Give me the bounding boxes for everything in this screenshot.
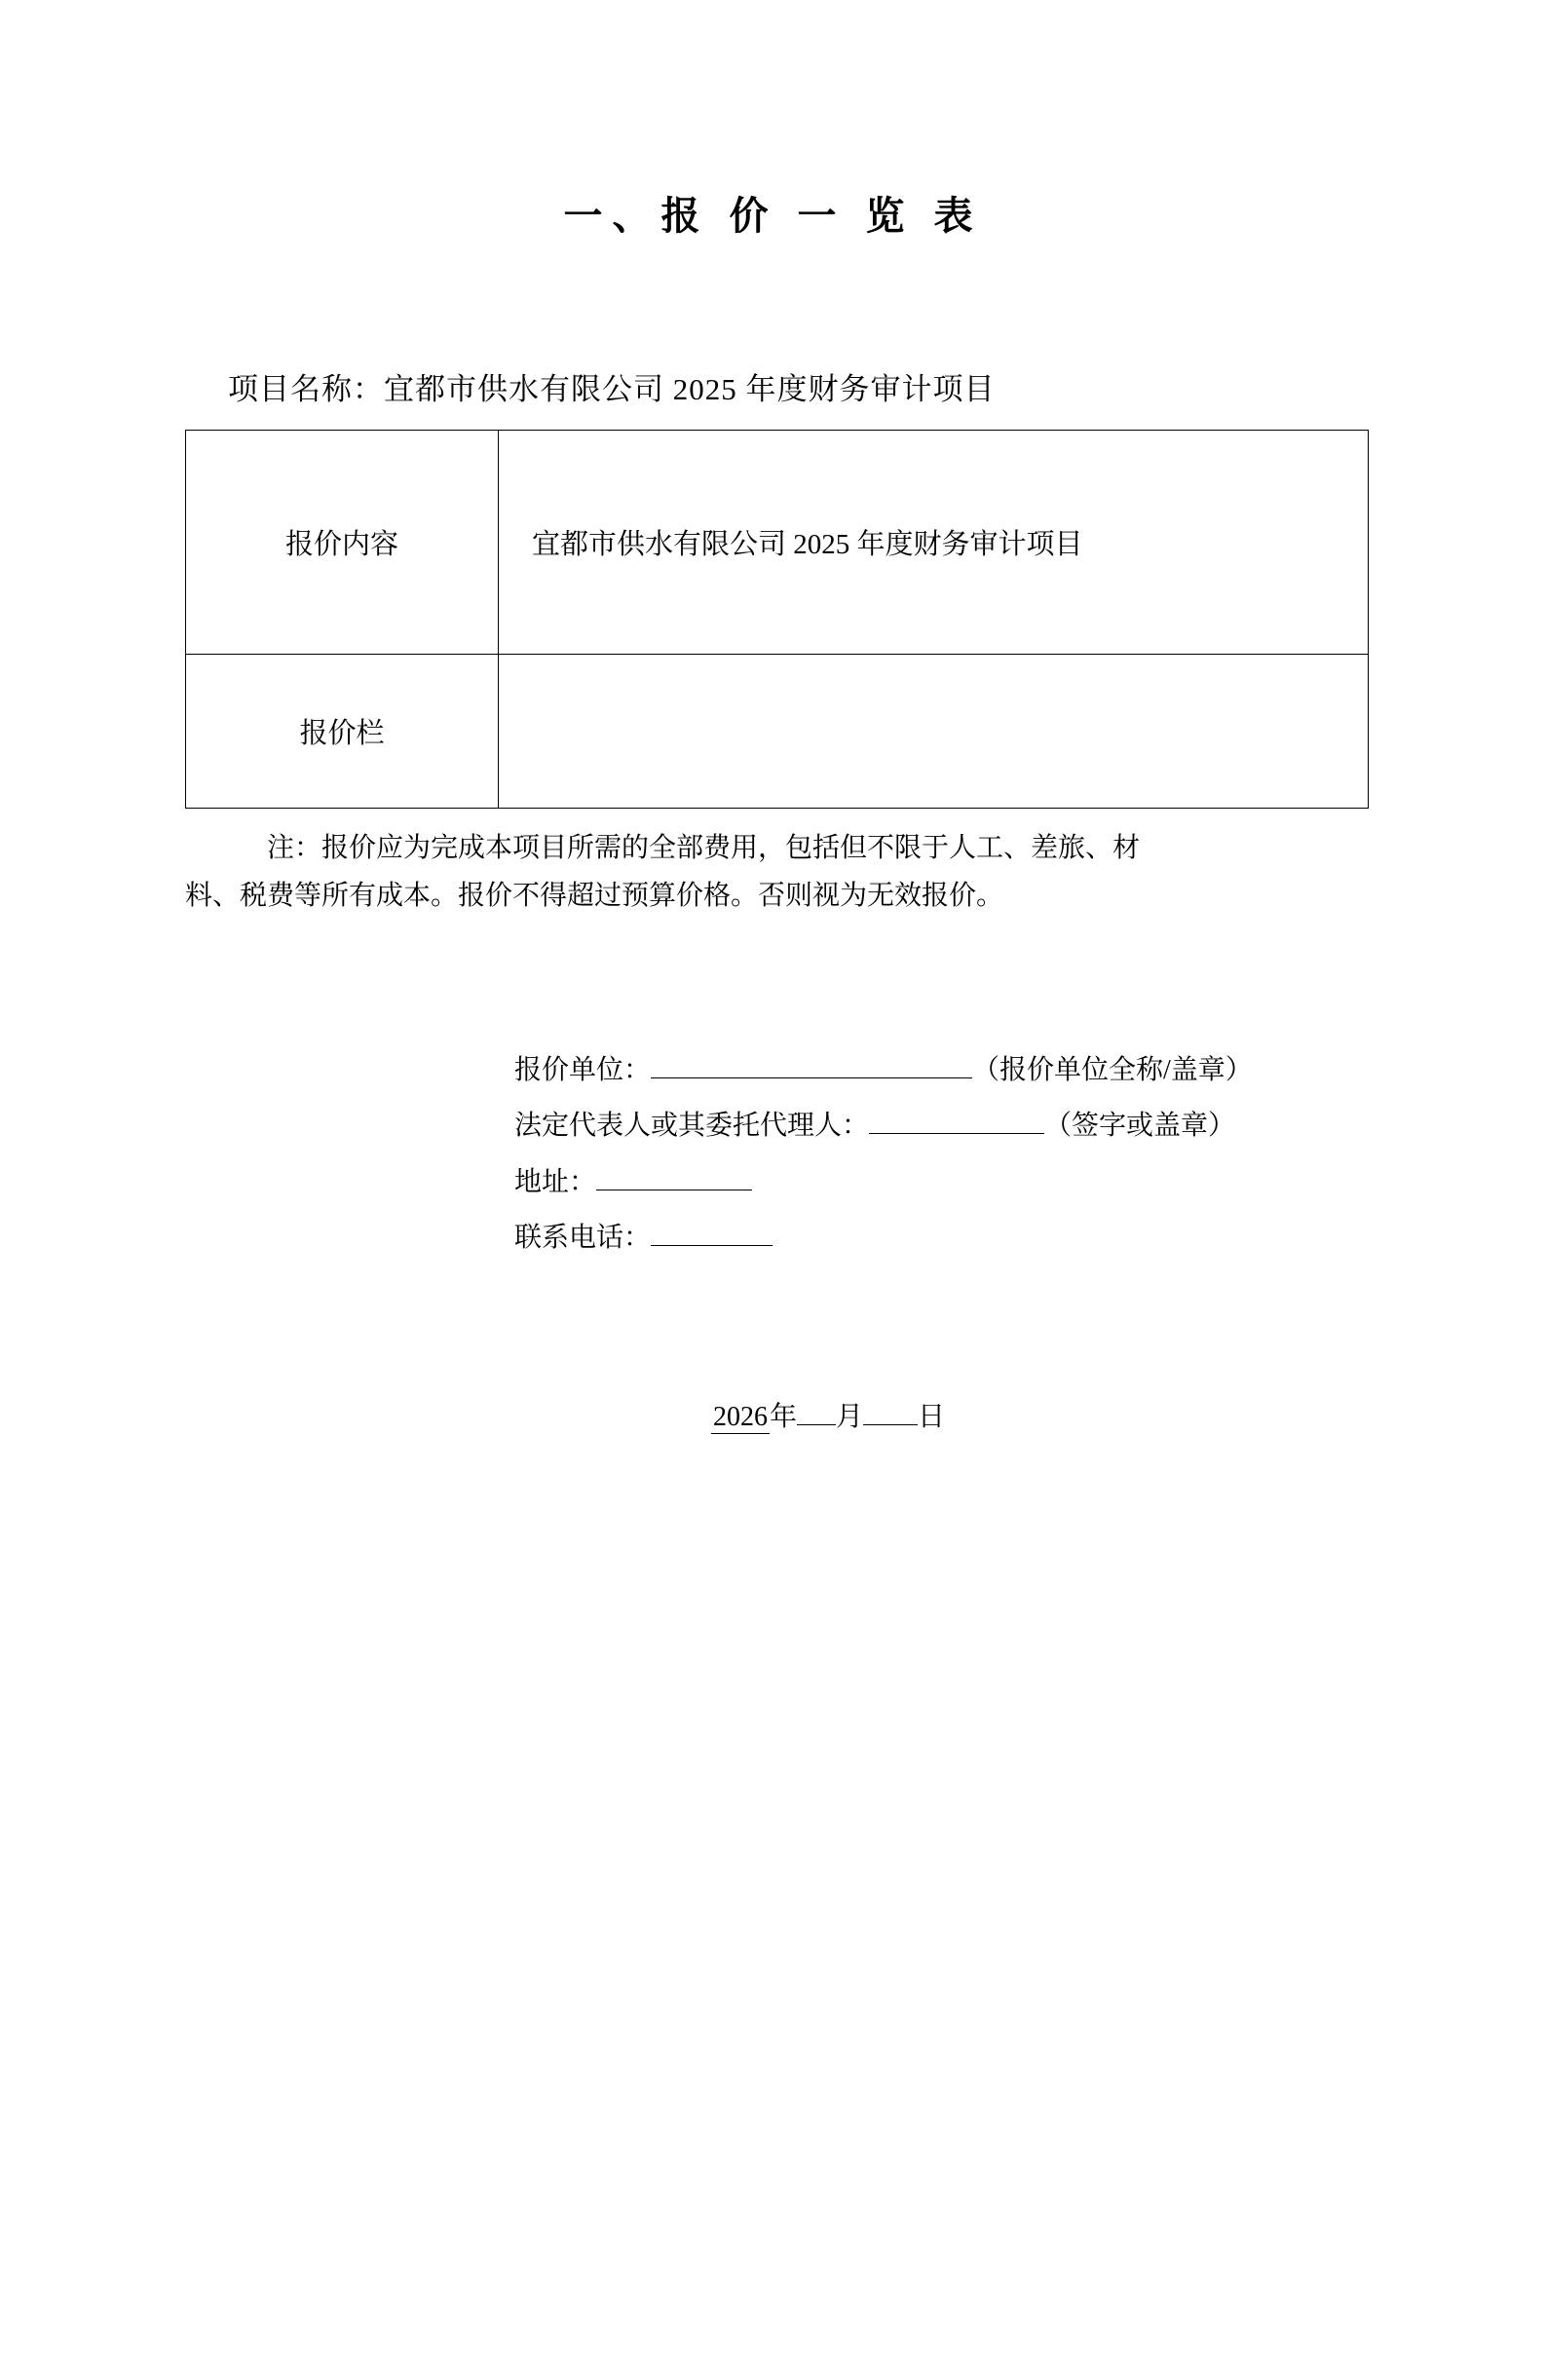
- project-name-label: 项目名称：: [228, 372, 384, 406]
- bidder-unit-input[interactable]: [651, 1049, 972, 1078]
- bidder-unit-label: 报价单位：: [514, 1055, 652, 1085]
- phone-line: [514, 1210, 1361, 1266]
- address-line: [514, 1154, 1361, 1210]
- table-row: [186, 655, 1369, 809]
- signature-block: [514, 1042, 1361, 1266]
- phone-input[interactable]: [651, 1217, 773, 1246]
- bidder-unit-suffix: （报价单位全称/盖章）: [972, 1055, 1253, 1085]
- quote-price-label: 报价栏: [186, 655, 499, 809]
- legal-rep-input[interactable]: [869, 1105, 1044, 1134]
- note-block: [185, 824, 1361, 920]
- quote-table: [185, 430, 1369, 809]
- page-title: 一、报 价 一 览 表: [563, 194, 983, 238]
- document-page: [0, 193, 1546, 2380]
- date-year-unit: 年: [770, 1401, 798, 1432]
- date-month-unit: 月: [836, 1401, 864, 1432]
- bidder-unit-line: [514, 1042, 1361, 1098]
- date-month-input[interactable]: [797, 1424, 836, 1425]
- date-year-input[interactable]: 2026: [713, 1401, 768, 1432]
- date-day-unit: 日: [918, 1401, 946, 1432]
- legal-rep-suffix: （签字或盖章）: [1044, 1111, 1236, 1142]
- legal-rep-label: 法定代表人或其委托代理人：: [514, 1111, 870, 1142]
- quote-content-value: 宜都市供水有限公司 2025 年度财务审计项目: [499, 431, 1369, 655]
- address-input[interactable]: [596, 1160, 752, 1190]
- address-label: 地址：: [514, 1166, 597, 1197]
- phone-label: 联系电话：: [514, 1223, 652, 1254]
- date-line: [711, 1395, 1361, 1434]
- note-line-1: 注：报价应为完成本项目所需的全部费用，包括但不限于人工、差旅、材: [267, 833, 1141, 863]
- quote-price-field[interactable]: [499, 655, 1369, 809]
- quote-content-label: 报价内容: [186, 431, 499, 655]
- table-row: [186, 431, 1369, 655]
- project-name-value: 宜都市供水有限公司 2025 年度财务审计项目: [384, 372, 996, 406]
- project-name-line: [228, 364, 1361, 408]
- date-day-input[interactable]: [863, 1424, 918, 1425]
- note-line-2: 料、税费等所有成本。报价不得超过预算价格。否则视为无效报价。: [185, 881, 1004, 911]
- legal-rep-line: [514, 1098, 1361, 1153]
